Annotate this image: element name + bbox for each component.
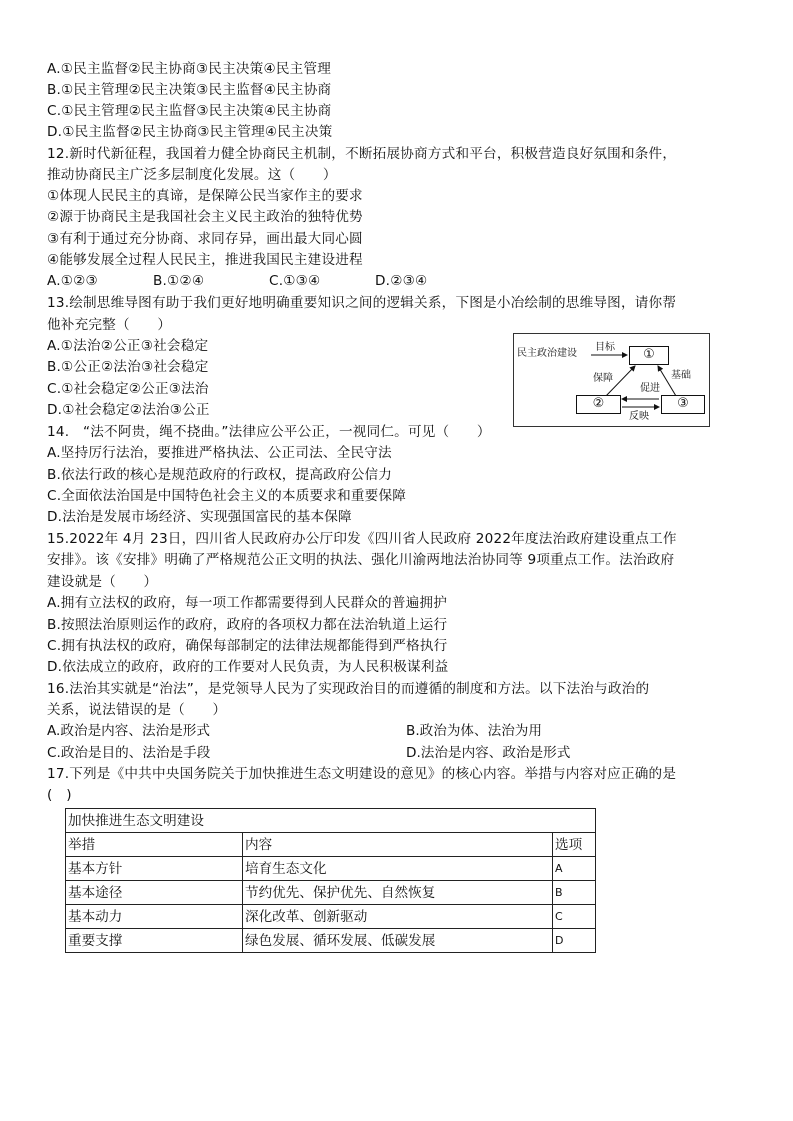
goal-label: 目标 xyxy=(595,342,615,353)
table-header: 内容 xyxy=(243,833,553,857)
q16-option-c: C.政治是目的、法治是手段 xyxy=(47,745,211,761)
q15-stem-line3: 建设就是（ ） xyxy=(47,574,158,590)
table-cell: 节约优先、保护优先、自然恢复 xyxy=(243,881,553,905)
q17-stem-line2: ( ) xyxy=(47,787,72,803)
q13-option-d: D.①社会稳定②法治③公正 xyxy=(47,402,210,418)
table-header-row xyxy=(66,833,596,857)
q13-stem-line2: 他补充完整（ ） xyxy=(47,317,172,333)
q15-option-c: C.拥有执法权的政府，确保每部制定的法律法规都能得到严格执行 xyxy=(47,638,448,654)
q12-stem-line2: 推动协商民主广泛多层制度化发展。这（ ） xyxy=(47,167,337,183)
table-row xyxy=(66,857,596,881)
q12-item-3: ③有利于通过充分协商、求同存异，画出最大同心圆 xyxy=(47,231,363,247)
q12-option-c: C.①③④ xyxy=(269,273,321,289)
q12-option-b: B.①②④ xyxy=(153,273,205,289)
table-header: 选项 xyxy=(553,833,596,857)
node-3: ③ xyxy=(661,395,705,414)
q16-option-a: A.政治是内容、法治是形式 xyxy=(47,723,210,739)
q12-option-d: D.②③④ xyxy=(375,273,428,289)
q16-stem-line1: 16.法治其实就是“治法”，是党领导人民为了实现政治目的而遵循的制度和方法。以下法治与政治的 xyxy=(47,681,650,697)
q12-item-4: ④能够发展全过程人民民主，推进我国民主建设进程 xyxy=(47,252,363,268)
table-header: 举措 xyxy=(66,833,243,857)
table-cell: 基本方针 xyxy=(66,857,243,881)
q13-option-c: C.①社会稳定②公正③法治 xyxy=(47,381,209,397)
q15-option-d: D.依法成立的政府，政府的工作要对人民负责，为人民积极谋利益 xyxy=(47,659,449,675)
q12-item-2: ②源于协商民主是我国社会主义民主政治的独特优势 xyxy=(47,209,363,225)
guarantee-label: 保障 xyxy=(593,373,613,384)
q15-stem-line2: 安排》。该《安排》明确了严格规范公正文明的执法、强化川渝两地法治协同等 9项重点工作。法治政府 xyxy=(47,552,675,568)
node-1: ① xyxy=(629,346,669,365)
table-cell: D xyxy=(553,929,596,953)
q16-option-b: B.政治为体、法治为用 xyxy=(406,723,542,739)
table-cell: 深化改革、创新驱动 xyxy=(243,905,553,929)
mind-map-left-label: 民主政治建设 xyxy=(517,348,577,359)
table-row xyxy=(66,905,596,929)
q14-option-d: D.法治是发展市场经济、实现强国富民的基本保障 xyxy=(47,509,352,525)
reflect-label: 反映 xyxy=(629,411,649,422)
q14-option-b: B.依法行政的核心是规范政府的行政权，提高政府公信力 xyxy=(47,467,393,483)
q16-option-d: D.法治是内容、政治是形式 xyxy=(406,745,571,761)
table-cell: A xyxy=(553,857,596,881)
basis-label: 基础 xyxy=(671,370,691,381)
q12-options xyxy=(47,272,427,291)
table-title: 加快推进生态文明建设 xyxy=(66,809,596,833)
table-cell: 绿色发展、循环发展、低碳发展 xyxy=(243,929,553,953)
table-cell: C xyxy=(553,905,596,929)
q15-option-a: A.拥有立法权的政府，每一项工作都需要得到人民群众的普遍拥护 xyxy=(47,595,448,611)
table-cell: 培育生态文化 xyxy=(243,857,553,881)
q15-stem-line1: 15.2022年 4月 23日，四川省人民政府办公厅印发《四川省人民政府 2022年度法治政府建设重点工作 xyxy=(47,531,677,547)
q14-stem: 14. “法不阿贵，绳不挠曲。”法律应公平公正，一视同仁。可见（ ） xyxy=(47,424,491,440)
table-cell: 基本途径 xyxy=(66,881,243,905)
q16-stem-line2: 关系，说法错误的是（ ） xyxy=(47,702,227,718)
q14-option-a: A.坚持厉行法治，要推进严格执法、公正司法、全民守法 xyxy=(47,445,392,461)
q17-table xyxy=(65,808,596,953)
table-cell: 重要支撑 xyxy=(66,929,243,953)
table-row xyxy=(66,881,596,905)
q13-stem-line1: 13.绘制思维导图有助于我们更好地明确重要知识之间的逻辑关系，下图是小冶绘制的思维导图，请你帮 xyxy=(47,295,677,311)
q11-option-a: A.①民主监督②民主协商③民主决策④民主管理 xyxy=(47,61,332,77)
promote-label: 促进 xyxy=(640,383,660,394)
q11-option-c: C.①民主管理②民主监督③民主决策④民主协商 xyxy=(47,103,332,119)
q13-option-a: A.①法治②公正③社会稳定 xyxy=(47,338,209,354)
q12-item-1: ①体现人民民主的真谛，是保障公民当家作主的要求 xyxy=(47,188,363,204)
table-row xyxy=(66,929,596,953)
q17-stem-line1: 17.下列是《中共中央国务院关于加快推进生态文明建设的意见》的核心内容。举措与内容对应正确的是 xyxy=(47,766,677,782)
table-cell: B xyxy=(553,881,596,905)
q14-option-c: C.全面依法治国是中国特色社会主义的本质要求和重要保障 xyxy=(47,488,407,504)
table-cell: 基本动力 xyxy=(66,905,243,929)
q11-option-b: B.①民主管理②民主决策③民主监督④民主协商 xyxy=(47,82,332,98)
q12-option-a: A.①②③ xyxy=(47,273,98,289)
mind-map-diagram xyxy=(513,333,710,427)
q12-stem-line1: 12.新时代新征程，我国着力健全协商民主机制，不断拓展协商方式和平台，积极营造良好氛围和条件， xyxy=(47,146,677,162)
q11-option-d: D.①民主监督②民主协商③民主管理④民主决策 xyxy=(47,124,333,140)
q13-option-b: B.①公正②法治③社会稳定 xyxy=(47,359,209,375)
q15-option-b: B.按照法治原则运作的政府，政府的各项权力都在法治轨道上运行 xyxy=(47,617,448,633)
node-2: ② xyxy=(576,395,621,414)
